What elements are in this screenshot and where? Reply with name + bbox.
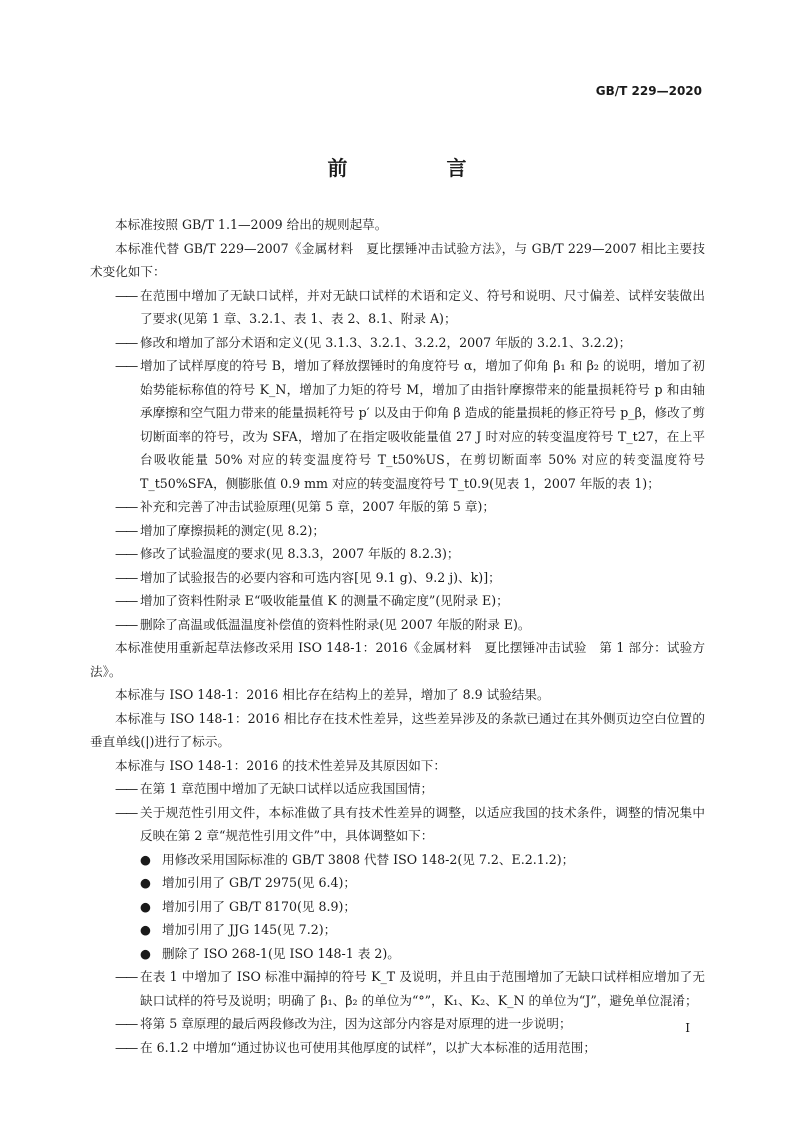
paragraph: 本标准代替 GB/T 229—2007《金属材料 夏比摆锤冲击试验方法》，与 GB/T 229—2007 相比主要技术变化如下： <box>90 240 705 279</box>
list-item: —— 在第 1 章范围中增加了无缺口试样以适应我国国情； <box>90 777 705 801</box>
dash-marker: —— <box>115 1016 137 1031</box>
list-item: —— 增加了摩擦损耗的测定(见 8.2)； <box>90 519 705 543</box>
list-item: —— 关于规范性引用文件，本标准做了具有技术性差异的调整，以适应我国的技术条件，调整的情况集中反映在第 2 章“规范性引用文件”中，具体调整如下： <box>90 801 705 848</box>
dash-marker: —— <box>115 569 137 585</box>
bullet-marker: ● <box>140 898 151 914</box>
dash-marker: —— <box>115 1039 137 1055</box>
bullet-marker: ● <box>140 851 151 867</box>
list-item: —— 补充和完善了冲击试验原理(见第 5 章，2007 年版的第 5 章)； <box>90 495 705 519</box>
dash-marker: —— <box>115 546 137 561</box>
dash-marker: —— <box>115 358 137 373</box>
bullet-marker: ● <box>140 875 151 890</box>
dash-marker: —— <box>115 616 137 632</box>
bullet-item: ● 用修改采用国际标准的 GB/T 3808 代替 ISO 148-2(见 7.2、E.2.1.2)； <box>90 848 705 872</box>
list-item: —— 删除了高温或低温温度补偿值的资料性附录(见 2007 年版的附录 E)。 <box>90 613 705 637</box>
page-number: I <box>685 1021 690 1035</box>
bullet-item: ● 增加引用了 GB/T 2975(见 6.4)； <box>90 871 705 895</box>
bullet-item: ● 增加引用了 JJG 145(见 7.2)； <box>90 918 705 942</box>
paragraph: 本标准使用重新起草法修改采用 ISO 148-1：2016《金属材料 夏比摆锤冲击试验 第 1 部分：试验方法》。 <box>90 640 705 679</box>
paragraph: 本标准按照 GB/T 1.1—2009 给出的规则起草。 <box>115 217 388 232</box>
paragraph: 本标准与 ISO 148-1：2016 相比存在技术性差异，这些差异涉及的条款已通过在其外侧页边空白位置的垂直单线(|)进行了标示。 <box>90 710 705 749</box>
dash-marker: —— <box>115 499 137 514</box>
dash-marker: —— <box>115 593 137 608</box>
list-item: —— 增加了试样厚度的符号 B，增加了释放摆锤时的角度符号 α，增加了仰角 β₁ 和 β₂ 的说明，增加了初始势能标称值的符号 K_N，增加了力矩的符号 M，增加了由指针摩擦带来的能量损耗符号 p 和由轴承摩擦和空气阻力带来的能量损耗符号 p′ 以及由于仰角 β 造成的能量损耗的修正符号 p_β，修改了剪切断面率的符号，改为 SFA，增加了在指定吸收能量值 27 J 时对应的转变温度符号 T_t27，在上平台吸收能量 50% 对应的转变温度符号 T_t50%US，在剪切断面率 50% 对应的转变温度符号 T_t50%SFA，侧膨胀值 0.9 mm 对应的转变温度符号 T_t0.9(见表 1，2007 年版的表 1)； <box>90 354 705 495</box>
bullet-item: ● 删除了 ISO 268-1(见 ISO 148-1 表 2)。 <box>90 942 705 966</box>
list-item: —— 在表 1 中增加了 ISO 标准中漏掉的符号 K_T 及说明，并且由于范围增加了无缺口试样相应增加了无缺口试样的符号及说明；明确了 β₁、β₂ 的单位为“°”，K₁、K₂、K_N 的单位为“J”，避免单位混淆； <box>90 965 705 1012</box>
dash-marker: —— <box>115 804 137 820</box>
bullet-marker: ● <box>140 945 151 961</box>
dash-marker: —— <box>115 522 137 538</box>
paragraph: 本标准与 ISO 148-1：2016 的技术性差异及其原因如下： <box>115 757 446 773</box>
standard-code: GB/T 229—2020 <box>595 84 702 98</box>
list-item: —— 在 6.1.2 中增加“通过协议也可使用其他厚度的试样”，以扩大本标准的适用范围； <box>90 1036 705 1060</box>
preface-body <box>90 213 705 1059</box>
dash-marker: —— <box>115 334 137 350</box>
list-item: —— 修改了试验温度的要求(见 8.3.3，2007 年版的 8.2.3)； <box>90 542 705 566</box>
dash-marker: —— <box>115 287 137 303</box>
bullet-marker: ● <box>140 922 151 937</box>
dash-marker: —— <box>115 781 137 796</box>
list-item: —— 增加了资料性附录 E“吸收能量值 K 的测量不确定度”(见附录 E)； <box>90 589 705 613</box>
bullet-item: ● 增加引用了 GB/T 8170(见 8.9)； <box>90 895 705 919</box>
list-item: —— 修改和增加了部分术语和定义(见 3.1.3、3.2.1、3.2.2，2007 年版的 3.2.1、3.2.2)； <box>90 331 705 355</box>
list-item: —— 在范围中增加了无缺口试样，并对无缺口试样的术语和定义、符号和说明、尺寸偏差、试样安装做出了要求(见第 1 章、3.2.1、表 1、表 2、8.1、附录 A)； <box>90 284 705 331</box>
page-title: 前 言 <box>327 156 513 180</box>
dash-marker: —— <box>115 969 137 984</box>
list-item: —— 将第 5 章原理的最后两段修改为注，因为这部分内容是对原理的进一步说明； <box>90 1012 705 1036</box>
list-item: —— 增加了试验报告的必要内容和可选内容[见 9.1 g)、9.2 j)、k)]； <box>90 566 705 590</box>
paragraph: 本标准与 ISO 148-1：2016 相比存在结构上的差异，增加了 8.9 试验结果。 <box>115 687 550 702</box>
